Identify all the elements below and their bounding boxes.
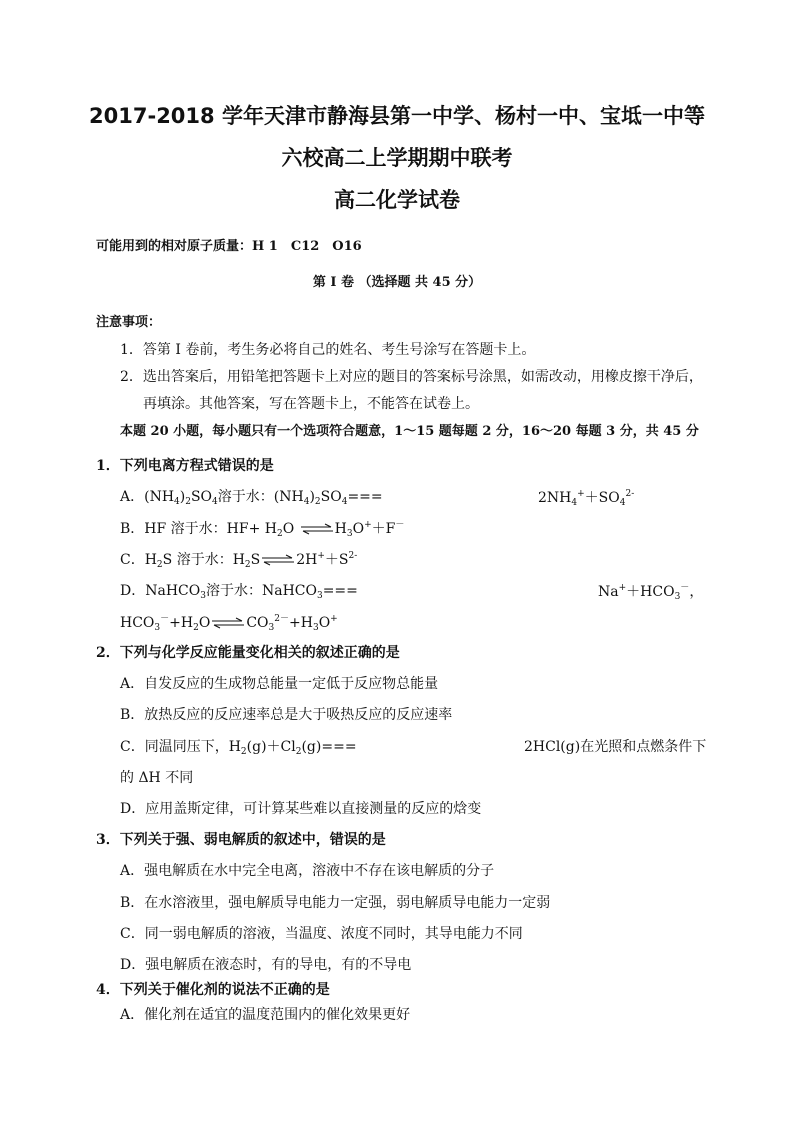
q4-option-a: A．催化剂在适宜的温度范围内的催化效果更好 [120, 1007, 411, 1023]
exam-title-line-2: 六校高二上学期期中联考 [281, 146, 513, 170]
q3-option-d: D．强电解质在液态时，有的导电，有的不导电 [120, 957, 412, 973]
equilibrium-arrow-icon [300, 523, 334, 535]
equilibrium-arrow-icon [211, 617, 245, 629]
q2-option-d: D．应用盖斯定律，可计算某些难以直接测量的反应的焓变 [120, 801, 482, 817]
q2-option-a: A．自发反应的生成物总能量一定低于反应物总能量 [120, 676, 439, 692]
equilibrium-arrow-icon [261, 554, 295, 566]
q3-option-a: A．强电解质在水中完全电离，溶液中不存在该电解质的分子 [120, 863, 495, 879]
q1-option-a: A．$(NH_4)_2SO_4$溶于水：$(NH_4)_2SO_4===$ [120, 489, 383, 507]
q2-option-b: B．放热反应的反应速率总是大于吸热反应的反应速率 [120, 707, 453, 723]
q1-option-d-right: $Na^++HCO_3^-$， [598, 583, 704, 602]
atomic-masses: 可能用到的相对原子质量：H 1 C12 O16 [96, 239, 362, 254]
q1-option-a-right: $2NH_4^++SO_4^{2-}$ [538, 489, 635, 508]
scoring-rule: 本题 20 小题，每小题只有一个选项符合题意，1～15 题每题 2 分，16～20 每题 3 分，共 45 分 [120, 424, 699, 439]
question-2-stem: 2．下列与化学反应能量变化相关的叙述正确的是 [96, 645, 400, 661]
question-4-stem: 4．下列关于催化剂的说法不正确的是 [96, 982, 330, 998]
q2-option-c: C．同温同压下，$H_2(g)+Cl_2(g)===$ [120, 739, 357, 757]
notice-item-2: 2．选出答案后，用铅笔把答题卡上对应的题目的答案标号涂黑，如需改动，用橡皮擦干净后， [120, 369, 703, 385]
q1-option-b: B．HF 溶于水：$HF+ H_2O$ $H_3O^++F^-$ [120, 520, 405, 539]
q2-option-c-right: 2HCl(g)在光照和点燃条件下 [524, 739, 707, 755]
question-3-stem: 3．下列关于强、弱电解质的叙述中，错误的是 [96, 832, 386, 848]
notice-heading: 注意事项： [96, 315, 162, 330]
exam-title-line-1: 2017-2018 学年天津市静海县第一中学、杨村一中、宝坻一中等 [89, 104, 705, 128]
exam-title-line-3: 高二化学试卷 [334, 188, 460, 212]
q1-option-d-cont: $HCO_3^-+H_2O$ $CO_3^{2-}+H_3O^+$ [120, 614, 338, 633]
notice-item-1: 1．答第 I 卷前，考生务必将自己的姓名、考生号涂写在答题卡上。 [120, 342, 536, 358]
question-1-stem: 1．下列电离方程式错误的是 [96, 458, 274, 474]
notice-item-2-cont: 再填涂。其他答案，写在答题卡上，不能答在试卷上。 [143, 396, 479, 412]
q3-option-c: C．同一弱电解质的溶液，当温度、浓度不同时，其导电能力不同 [120, 926, 523, 942]
q3-option-b: B．在水溶液里，强电解质导电能力一定强，弱电解质导电能力一定弱 [120, 895, 551, 911]
q2-option-c-cont: 的 ΔH 不同 [120, 770, 194, 786]
section-heading: 第 I 卷 （选择题 共 45 分） [312, 275, 482, 290]
q1-option-d: D．NaHCO$_3$溶于水：NaHCO$_3$=== [120, 583, 358, 601]
q1-option-c: C．$H_2S$ 溶于水：$H_2S$ $2H^++S^{2-}$ [120, 551, 358, 570]
